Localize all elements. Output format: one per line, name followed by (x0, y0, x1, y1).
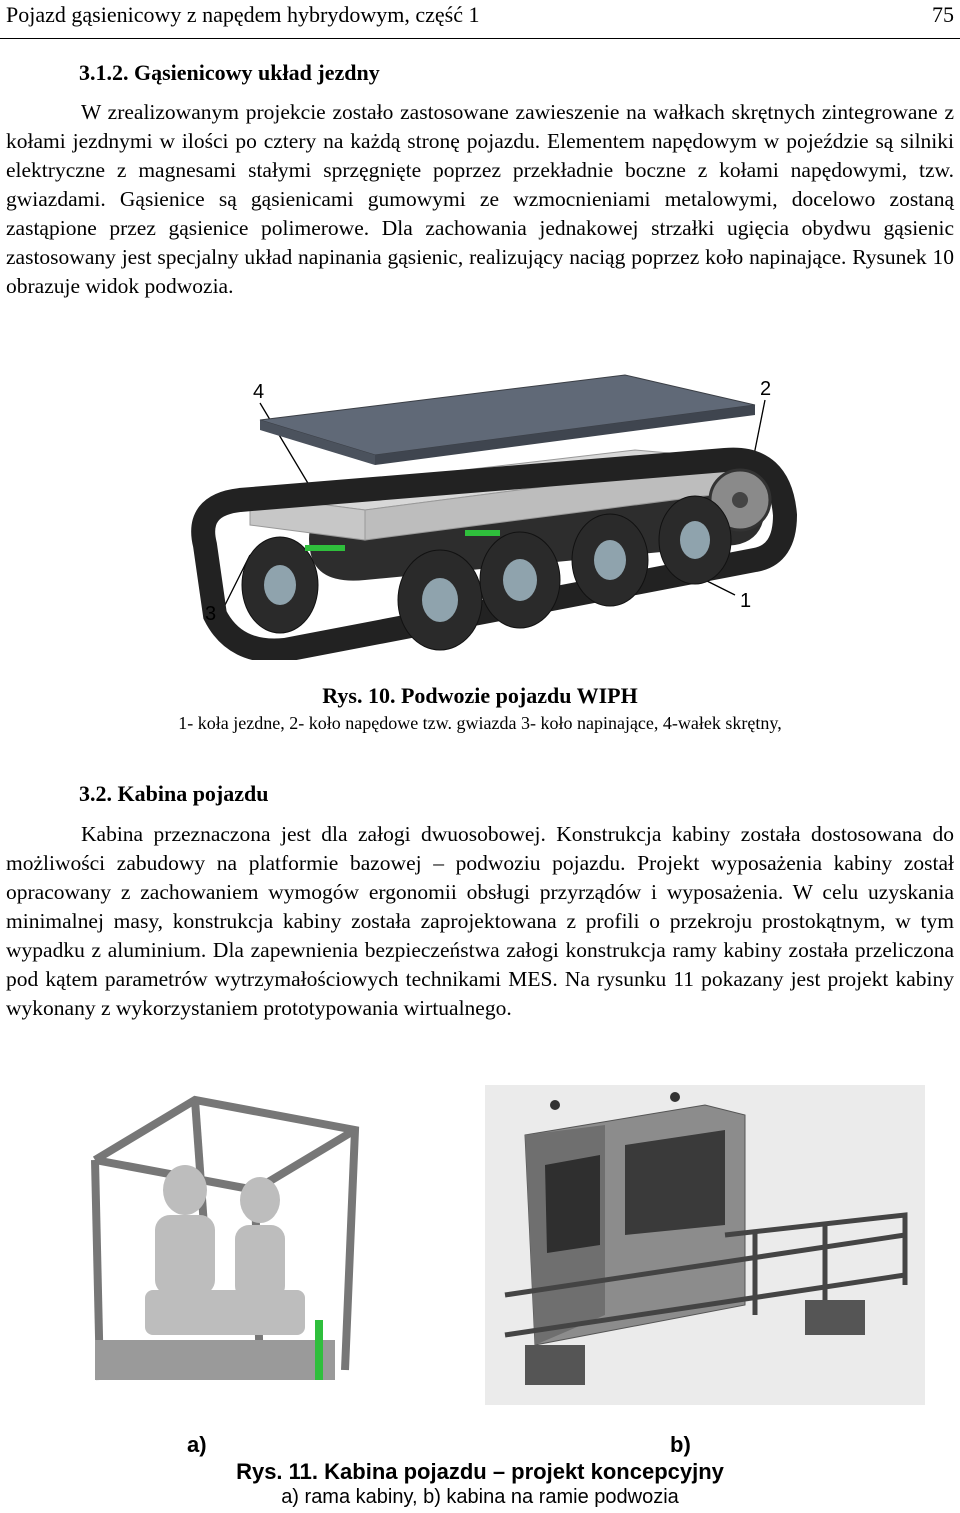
figure-11a-label: a) (187, 1432, 207, 1457)
running-header-title: Pojazd gąsienicowy z napędem hybrydowym, część 1 (6, 2, 480, 27)
cabin-on-chassis-figure (485, 1085, 925, 1405)
page-number: 75 (932, 2, 954, 27)
callout-label-2: 2 (760, 378, 772, 400)
section-3-2-paragraph: Kabina przeznaczona jest dla załogi dwuosobowej. Konstrukcja kabiny została dostosowana do możliwości zabudowy na platformie bazowej – podwoziu pojazdu. Projekt wyposażenia kabiny został opracowany z zachowaniem wymogów ergonomii obsługi przyrządów i wyposażenia. W celu uzyskania minimalnej masy, konstrukcja kabiny została zaprojektowana z profili o przekroju prostokątnym, w tym wypadku z aluminium. Dla zapewnienia bezpieczeństwa załogi konstrukcja ramy kabiny została przeliczona pod kątem parametrów wytrzymałościowych technikami MES. Na rysunku 11 pokazany jest projekt kabiny wykonany z wykorzystaniem prototypowania wirtualnego. (6, 822, 954, 1020)
section-heading-3-2: 3.2. Kabina pojazdu (79, 781, 269, 806)
figure-11-caption-title: Rys. 11. Kabina pojazdu – projekt koncepcyjny (236, 1459, 724, 1484)
callout-label-4: 4 (253, 381, 265, 403)
chassis-figure (165, 365, 805, 660)
section-heading-3-1-2: 3.1.2. Gąsienicowy układ jezdny (79, 60, 380, 85)
running-header (0, 0, 960, 39)
cabin-frame-figure (75, 1090, 375, 1390)
callout-label-3: 3 (205, 603, 217, 625)
figure-10-caption-text: 1- koła jezdne, 2- koło napędowe tzw. gwiazda 3- koło napinające, 4-wałek skrętny, (178, 713, 782, 733)
figure-11-caption-text: a) rama kabiny, b) kabina na ramie podwozia (281, 1486, 679, 1508)
figure-10-caption-title: Rys. 10. Podwozie pojazdu WIPH (322, 683, 638, 708)
figure-11b-label: b) (670, 1432, 691, 1457)
section-3-1-2-paragraph: W zrealizowanym projekcie zostało zastosowane zawieszenie na wałkach skrętnych zintegrowane z kołami jezdnymi w ilości po cztery na każdą stronę pojazdu. Elementem napędowym w pojeździe są silniki elektryczne z magnesami stałymi sprzęgnięte poprzez przekładnie boczne z kołami napędowymi, tzw. gwiazdami. Gąsienice są gąsienicami gumowymi ze wzmocnieniami metalowymi, docelowo zostaną zastąpione przez gąsienice polimerowe. Dla zachowania jednakowej strzałki ugięcia obydwu gąsienic zastosowany jest specjalny układ napinania gąsienic, realizujący naciąg poprzez koło napinające. Rysunek 10 obrazuje widok podwozia. (6, 100, 954, 298)
callout-label-1: 1 (740, 590, 752, 612)
